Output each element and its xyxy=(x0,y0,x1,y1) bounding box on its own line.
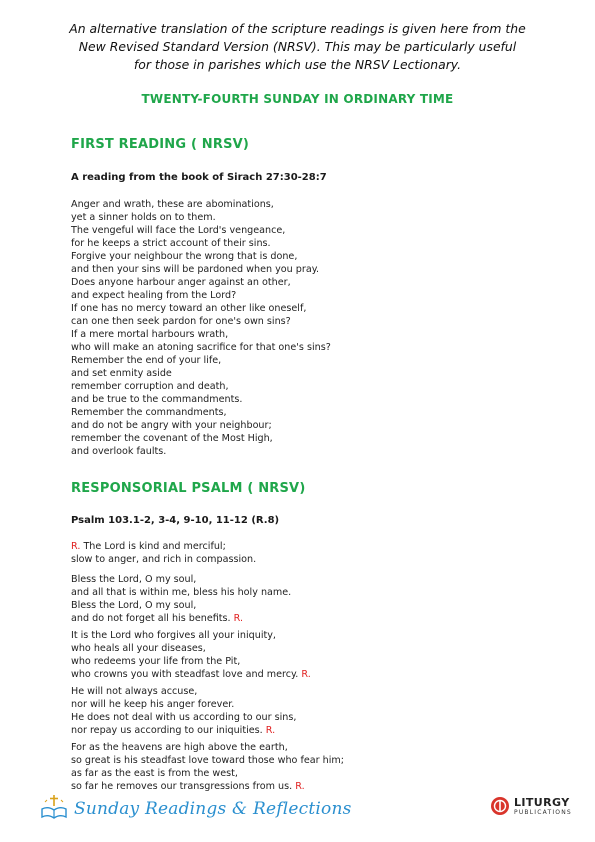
psalm-stanza xyxy=(71,629,311,681)
stanza-line: Bless the Lord, O my soul, xyxy=(71,574,197,585)
stanza-line: Bless the Lord, O my soul, xyxy=(71,600,197,611)
verse-line: The vengeful will face the Lord's vengeance, xyxy=(71,225,286,236)
stanza-line: and do not forget all his benefits. xyxy=(71,613,231,624)
publisher-logo xyxy=(490,796,572,820)
stanza-line: who heals all your diseases, xyxy=(71,643,206,654)
psalm-reference: Psalm 103.1-2, 3-4, 9-10, 11-12 (R.8) xyxy=(71,515,280,526)
verse-line: and be true to the commandments. xyxy=(71,394,243,405)
verse-line: yet a sinner holds on to them. xyxy=(71,212,216,223)
verse-line: and set enmity aside xyxy=(71,368,172,379)
verse-line: and do not be angry with your neighbour; xyxy=(71,420,272,431)
verse-line: remember the covenant of the Most High, xyxy=(71,433,273,444)
response-line: The Lord is kind and merciful; xyxy=(83,541,226,552)
intro-note xyxy=(60,20,535,74)
response-marker: R. xyxy=(295,781,305,792)
stanza-line: as far as the east is from the west, xyxy=(71,768,238,779)
brand-name: Sunday Readings & Reflections xyxy=(74,799,352,819)
verse-line: and expect healing from the Lord? xyxy=(71,290,237,301)
stanza-line: who crowns you with steadfast love and mercy. xyxy=(71,669,299,680)
verse-line: and overlook faults. xyxy=(71,446,167,457)
verse-line: Does anyone harbour anger against an other, xyxy=(71,277,291,288)
verse-line: Forgive your neighbour the wrong that is done, xyxy=(71,251,298,262)
intro-line: An alternative translation of the scripture readings is given here from the xyxy=(69,21,526,36)
verse-line: Anger and wrath, these are abominations, xyxy=(71,199,274,210)
logo-main-text: LITURGY xyxy=(514,796,570,809)
sunday-title: TWENTY-FOURTH SUNDAY IN ORDINARY TIME xyxy=(141,92,454,106)
psalm-response xyxy=(71,540,256,566)
verse-line: If one has no mercy toward an other like oneself, xyxy=(71,303,307,314)
stanza-line: nor will he keep his anger forever. xyxy=(71,699,235,710)
response-marker: R. xyxy=(301,669,311,680)
intro-line: New Revised Standard Version (NRSV). This may be particularly useful xyxy=(78,39,517,54)
first-reading-title: FIRST READING ( NRSV) xyxy=(71,137,250,152)
psalm-stanza xyxy=(71,573,291,625)
response-marker: R. xyxy=(265,725,276,736)
verse-line: and then your sins will be pardoned when you pray. xyxy=(71,264,320,275)
verse-line: remember corruption and death, xyxy=(71,381,229,392)
verse-line: Remember the commandments, xyxy=(71,407,227,418)
psalm-title: RESPONSORIAL PSALM ( NRSV) xyxy=(71,481,306,496)
open-book-cross-icon xyxy=(40,794,68,824)
stanza-line: who redeems your life from the Pit, xyxy=(71,656,241,667)
response-marker: R. xyxy=(71,541,81,552)
verse-line: Remember the end of your life, xyxy=(71,355,222,366)
stanza-line: and all that is within me, bless his holy name. xyxy=(71,587,292,598)
response-marker: R. xyxy=(233,613,244,624)
stanza-line: nor repay us according to our iniquities. xyxy=(71,725,263,736)
verse-line: If a mere mortal harbours wrath, xyxy=(71,329,229,340)
intro-line: for those in parishes which use the NRSV Lectionary. xyxy=(133,57,462,72)
liturgy-logo-icon xyxy=(490,796,510,820)
page-footer xyxy=(0,786,595,836)
verse-line: for he keeps a strict account of their sins. xyxy=(71,238,271,249)
stanza-line: It is the Lord who forgives all your iniquity, xyxy=(71,630,276,641)
verse-line: who will make an atoning sacrifice for that one's sins? xyxy=(71,342,331,353)
first-reading-text xyxy=(71,198,541,458)
first-reading-reference: A reading from the book of Sirach 27:30-28:7 xyxy=(71,172,327,183)
stanza-line: so great is his steadfast love toward those who fear him; xyxy=(71,755,344,766)
stanza-line: He will not always accuse, xyxy=(71,686,198,697)
stanza-line: so far he removes our transgressions from us. xyxy=(71,781,293,792)
logo-sub-text: PUBLICATIONS xyxy=(514,809,572,816)
stanza-line: He does not deal with us according to our sins, xyxy=(71,712,297,723)
verse-line: can one then seek pardon for one's own sins? xyxy=(71,316,291,327)
response-line: slow to anger, and rich in compassion. xyxy=(71,554,257,565)
psalm-stanza xyxy=(71,685,296,737)
stanza-line: For as the heavens are high above the earth, xyxy=(71,742,288,753)
brand-mark xyxy=(40,794,352,824)
